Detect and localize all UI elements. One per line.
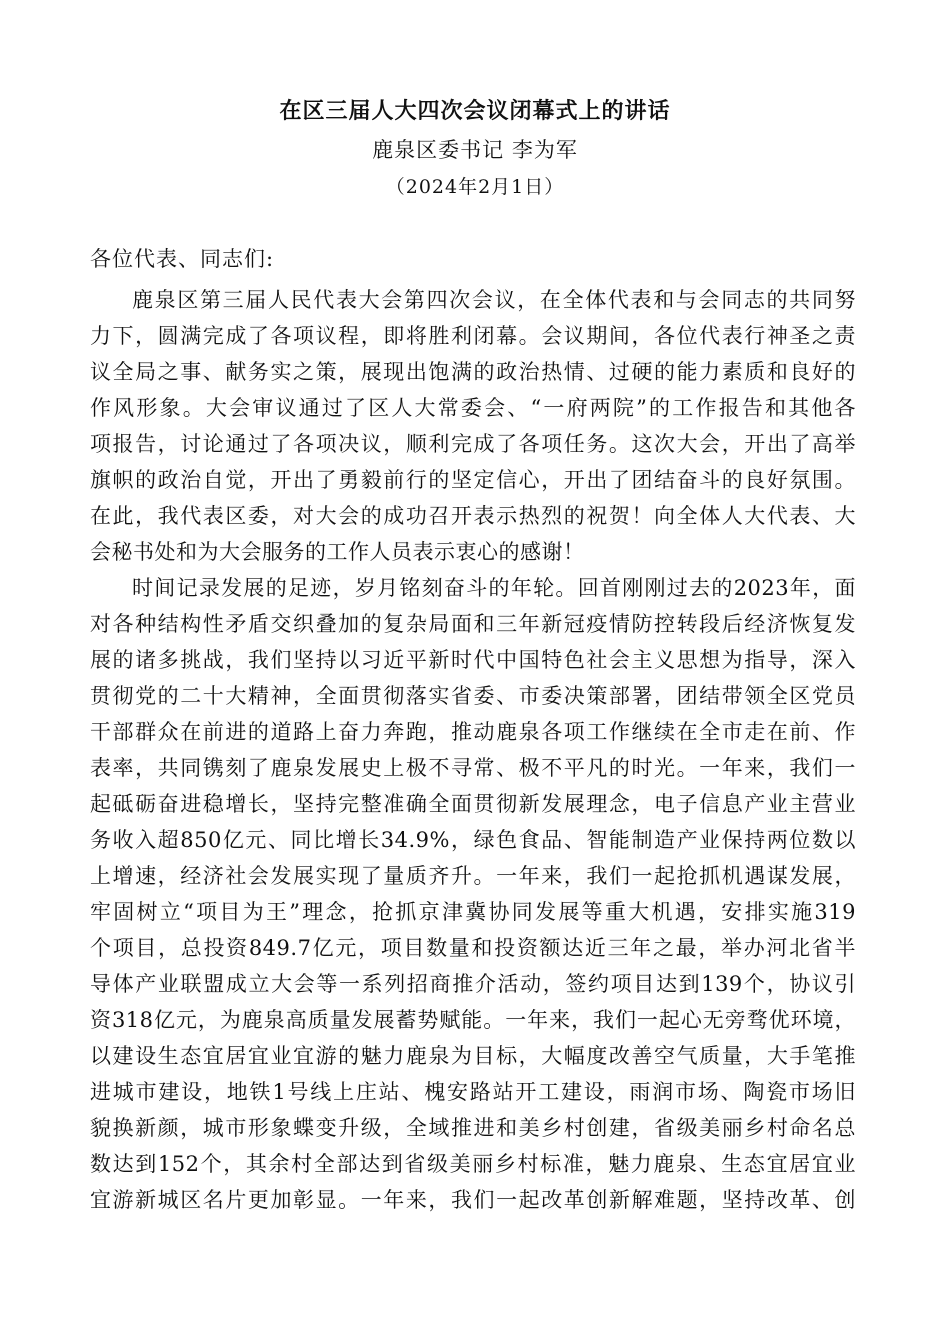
paragraph-line: 在此，我代表区委，对大会的成功召开表示热烈的祝贺！向全体人大代表、大 [90, 504, 856, 528]
paragraph-line: 会秘书处和为大会服务的工作人员表示衷心的感谢！ [90, 540, 585, 564]
paragraph-line: 以建设生态宜居宜业宜游的魅力鹿泉为目标，大幅度改善空气质量，大手笔推 [90, 1044, 856, 1068]
paragraph-line: 干部群众在前进的道路上奋力奔跑，推动鹿泉各项工作继续在全市走在前、作 [90, 720, 856, 744]
paragraph-line: 作风形象。大会审议通过了区人大常委会、“一府两院”的工作报告和其他各 [90, 396, 856, 420]
paragraph-line: 议全局之事、献务实之策，展现出饱满的政治热情、过硬的能力素质和良好的 [90, 360, 856, 384]
paragraph-line: 个项目，总投资849.7亿元，项目数量和投资额达近三年之最，举办河北省半 [90, 936, 856, 960]
paragraph-line: 宜游新城区名片更加彰显。一年来，我们一起改革创新解难题，坚持改革、创 [90, 1188, 856, 1212]
paragraph-line: 牢固树立“项目为王”理念，抢抓京津冀协同发展等重大机遇，安排实施319 [90, 900, 856, 924]
paragraph-line: 数达到152个，其余村全部达到省级美丽乡村标准，魅力鹿泉、生态宜居宜业 [90, 1152, 856, 1176]
paragraph-line: 表率，共同镌刻了鹿泉发展史上极不寻常、极不平凡的时光。一年来，我们一 [90, 756, 856, 780]
paragraph-line: 导体产业联盟成立大会等一系列招商推介活动，签约项目达到139个，协议引 [90, 972, 856, 996]
paragraph-line: 项报告，讨论通过了各项决议，顺利完成了各项任务。这次大会，开出了高举 [90, 432, 856, 456]
paragraph-line: 力下，圆满完成了各项议程，即将胜利闭幕。会议期间，各位代表行神圣之责 [90, 324, 856, 348]
document-author: 鹿泉区委书记 李为军 [372, 138, 578, 162]
paragraph-line: 起砥砺奋进稳增长，坚持完整准确全面贯彻新发展理念，电子信息产业主营业 [90, 792, 856, 816]
paragraph-line: 展的诸多挑战，我们坚持以习近平新时代中国特色社会主义思想为指导，深入 [90, 648, 856, 672]
salutation: 各位代表、同志们: [90, 247, 275, 271]
paragraph-line: 务收入超850亿元、同比增长34.9%，绿色食品、智能制造产业保持两位数以 [90, 828, 856, 852]
paragraph-line: 时间记录发展的足迹，岁月铭刻奋斗的年轮。回首刚刚过去的2023年，面 [132, 576, 856, 600]
document-title: 在区三届人大四次会议闭幕式上的讲话 [279, 98, 671, 124]
paragraph-line: 貌换新颜，城市形象蝶变升级，全域推进和美乡村创建，省级美丽乡村命名总 [90, 1116, 856, 1140]
paragraph-line: 贯彻党的二十大精神，全面贯彻落实省委、市委决策部署，团结带领全区党员 [90, 684, 856, 708]
paragraph-line: 旗帜的政治自觉，开出了勇毅前行的坚定信心，开出了团结奋斗的良好氛围。 [90, 468, 856, 492]
paragraph-line: 鹿泉区第三届人民代表大会第四次会议，在全体代表和与会同志的共同努 [132, 288, 856, 312]
paragraph-line: 对各种结构性矛盾交织叠加的复杂局面和三年新冠疫情防控转段后经济恢复发 [90, 612, 856, 636]
paragraph-line: 进城市建设，地铁1号线上庄站、槐安路站开工建设，雨润市场、陶瓷市场旧 [90, 1080, 856, 1104]
paragraph-line: 上增速，经济社会发展实现了量质齐升。一年来，我们一起抢抓机遇谋发展， [90, 864, 856, 888]
document-date: （2024年2月1日） [385, 176, 565, 198]
paragraph-line: 资318亿元，为鹿泉高质量发展蓄势赋能。一年来，我们一起心无旁骛优环境， [90, 1008, 856, 1032]
